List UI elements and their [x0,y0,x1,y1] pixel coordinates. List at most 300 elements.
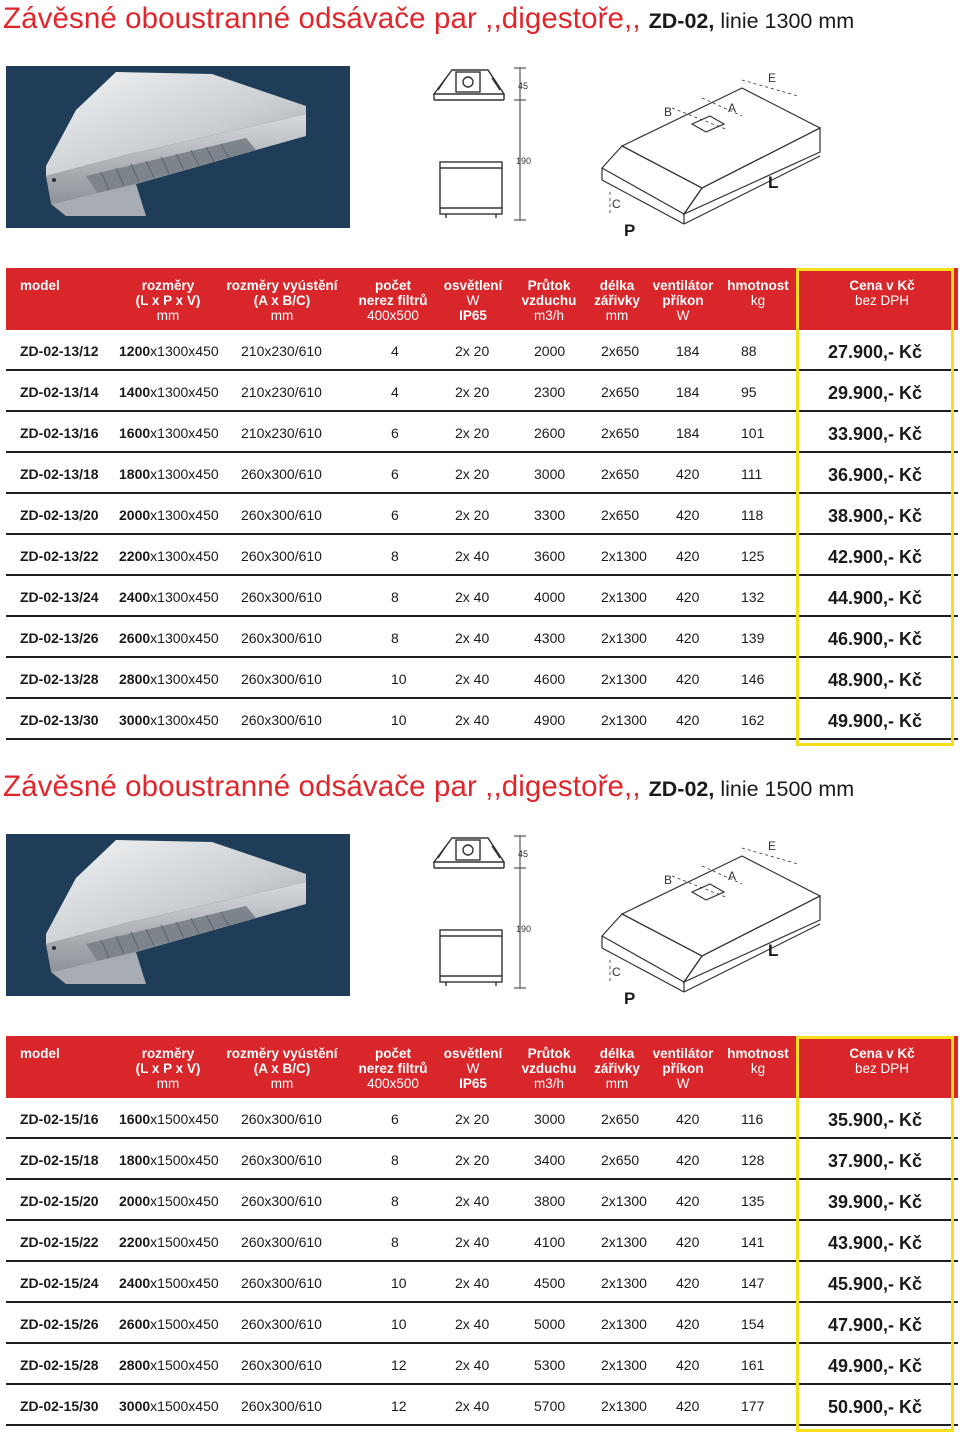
column-header-line: zářivky [594,1061,640,1076]
lighting-cell: 2x 20 [455,1152,490,1168]
weight-cell: 132 [741,589,765,605]
table-row [6,617,958,658]
dimensions-cell [119,1275,219,1291]
table-row [6,535,958,576]
lighting-cell: 2x 20 [455,507,490,523]
column-header-line: W [466,1061,480,1076]
dimension-rest: x1500x450 [150,1152,219,1168]
column-header-line: mm [156,1076,180,1091]
table-row [6,1098,958,1139]
weight-cell: 139 [741,630,765,646]
outlet-cell: 210x230/610 [241,343,322,359]
airflow-cell: 3000 [534,1111,566,1127]
table-row [6,576,958,617]
dimensions-cell [119,712,219,728]
dimensions-cell [119,589,219,605]
heading-title: Závěsné oboustranné odsávače par ,,digestoře,, [3,2,641,35]
outlet-cell: 260x300/610 [241,1357,322,1373]
iso-label-c: C [612,965,621,979]
model-cell: ZD-02-15/30 [20,1398,99,1414]
filters-cell: 8 [391,548,399,564]
column-header-line: m3/h [533,308,564,323]
column-header-line: bez DPH [854,1061,910,1076]
fan-power-cell: 420 [676,1152,700,1168]
tube-length-cell: 2x650 [601,425,640,441]
weight-cell: 111 [741,466,763,482]
outlet-cell: 260x300/610 [241,1152,322,1168]
column-header-line: m3/h [533,1076,564,1091]
lighting-cell: 2x 20 [455,1111,490,1127]
price-cell: 39.900,- Kč [828,1192,923,1212]
dimension-length: 2200 [119,548,151,564]
filters-cell: 12 [391,1398,407,1414]
dimension-rest: x1300x450 [150,343,219,359]
column-header-line: rozměry [141,1046,195,1061]
lighting-cell: 2x 20 [455,466,490,482]
weight-cell: 101 [741,425,765,441]
dimensions-cell [119,630,219,646]
column-header-line: mm [156,308,180,323]
iso-label-b: B [664,105,673,119]
dimension-label-45: 45 [518,81,529,91]
table-row [6,330,958,371]
price-cell: 45.900,- Kč [828,1274,923,1294]
side-dimension-drawing [426,64,532,226]
weight-cell: 118 [741,507,764,523]
filters-cell: 6 [391,425,399,441]
model-cell: ZD-02-15/20 [20,1193,99,1209]
dimension-length: 3000 [119,712,151,728]
heading-title: Závěsné oboustranné odsávače par ,,digestoře,, [3,770,641,803]
weight-cell: 177 [741,1398,765,1414]
price-cell: 27.900,- Kč [828,342,923,362]
dimensions-cell [119,384,219,400]
iso-label-e: E [768,839,777,853]
dimension-rest: x1500x450 [150,1111,219,1127]
airflow-cell: 5300 [534,1357,566,1373]
price-cell: 36.900,- Kč [828,465,923,485]
dimension-rest: x1300x450 [150,548,219,564]
outlet-cell: 260x300/610 [241,630,322,646]
table-row [6,1344,958,1385]
fan-power-cell: 420 [676,466,700,482]
fan-power-cell: 184 [676,384,700,400]
outlet-cell: 260x300/610 [241,548,322,564]
airflow-cell: 4900 [534,712,566,728]
weight-cell: 141 [741,1234,765,1250]
lighting-cell: 2x 40 [455,589,490,605]
column-header-line: (L x P x V) [135,1061,201,1076]
airflow-cell: 3600 [534,548,566,564]
price-cell: 47.900,- Kč [828,1315,923,1335]
weight-cell: 154 [741,1316,765,1332]
model-cell: ZD-02-15/16 [20,1111,99,1127]
dimensions-cell [119,1234,219,1250]
iso-label-l: L [768,941,779,960]
dimension-rest: x1500x450 [150,1398,219,1414]
dimension-length: 2000 [119,1193,151,1209]
iso-label-a: A [728,101,737,115]
fan-power-cell: 420 [676,671,700,687]
dimension-rest: x1500x450 [150,1316,219,1332]
lighting-cell: 2x 40 [455,1275,490,1291]
heading-subtitle [649,9,855,33]
weight-cell: 95 [741,384,757,400]
column-header-line: Průtok [527,278,571,293]
lighting-cell: 2x 40 [455,1234,490,1250]
outlet-cell: 260x300/610 [241,507,322,523]
model-cell: ZD-02-13/22 [20,548,99,564]
column-header-line: délka [599,1046,635,1061]
filters-cell: 8 [391,589,399,605]
lighting-cell: 2x 40 [455,1193,490,1209]
iso-label-p: P [624,989,636,1008]
dimension-length: 1600 [119,1111,151,1127]
weight-cell: 125 [741,548,765,564]
side-dimension-drawing [426,832,532,994]
tube-length-cell: 2x1300 [601,589,647,605]
hood-photo-image [6,66,350,228]
column-header-line: W [676,1076,690,1091]
lighting-cell: 2x 20 [455,384,490,400]
airflow-cell: 4300 [534,630,566,646]
column-header-line: 400x500 [367,1076,419,1091]
airflow-cell: 3400 [534,1152,566,1168]
column-header-line: nerez filtrů [358,1061,428,1076]
dimensions-cell [119,466,219,482]
filters-cell: 6 [391,466,399,482]
dimension-length: 1600 [119,425,151,441]
dimension-length: 3000 [119,1398,151,1414]
dimension-rest: x1300x450 [150,589,219,605]
dimension-length: 1800 [119,1152,151,1168]
tube-length-cell: 2x650 [601,343,640,359]
column-header-line: hmotnost [727,278,789,293]
fan-power-cell: 420 [676,1193,700,1209]
outlet-cell: 260x300/610 [241,1275,322,1291]
column-header-line: model [20,278,60,293]
iso-label-p: P [624,221,636,240]
column-header-line: ventilátor [652,1046,714,1061]
column-header-line: model [20,1046,60,1061]
isometric-diagram [592,68,828,240]
filters-cell: 6 [391,507,399,523]
iso-label-e: E [768,71,777,85]
column-header-line: osvětlení [443,278,503,293]
weight-cell: 88 [741,343,757,359]
dimensions-cell [119,1111,219,1127]
filters-cell: 8 [391,1152,399,1168]
airflow-cell: 3300 [534,507,566,523]
price-cell: 37.900,- Kč [828,1151,923,1171]
section-heading [3,2,854,40]
column-header-line: Průtok [527,1046,571,1061]
column-header-line: bez DPH [854,293,910,308]
filters-cell: 10 [391,671,407,687]
column-header-line: nerez filtrů [358,293,428,308]
column-header-line: osvětlení [443,1046,503,1061]
dimensions-cell [119,671,219,687]
outlet-cell: 260x300/610 [241,1316,322,1332]
filters-cell: 8 [391,1234,399,1250]
fan-power-cell: 420 [676,630,700,646]
price-cell: 49.900,- Kč [828,1356,923,1376]
fan-power-cell: 420 [676,507,700,523]
heading-code: ZD-02, [648,777,715,801]
tube-length-cell: 2x650 [601,507,640,523]
lighting-cell: 2x 40 [455,1357,490,1373]
airflow-cell: 4500 [534,1275,566,1291]
dimensions-cell [119,548,219,564]
lighting-cell: 2x 40 [455,548,490,564]
lighting-cell: 2x 40 [455,712,490,728]
lighting-cell: 2x 20 [455,343,490,359]
weight-cell: 135 [741,1193,765,1209]
tube-length-cell: 2x1300 [601,1275,647,1291]
column-header-line: Cena v Kč [849,278,915,293]
outlet-cell: 260x300/610 [241,1111,322,1127]
dimension-diagram [426,64,532,226]
outlet-cell: 260x300/610 [241,1234,322,1250]
price-cell: 46.900,- Kč [828,629,923,649]
tube-length-cell: 2x1300 [601,1357,647,1373]
dimension-rest: x1300x450 [150,466,219,482]
price-cell: 49.900,- Kč [828,711,923,731]
weight-cell: 116 [741,1111,764,1127]
price-cell: 50.900,- Kč [828,1397,923,1417]
model-cell: ZD-02-13/18 [20,466,99,482]
tube-length-cell: 2x1300 [601,671,647,687]
table-row [6,1221,958,1262]
dimension-length: 2800 [119,671,151,687]
filters-cell: 10 [391,1275,407,1291]
dimension-diagram [426,832,532,994]
filters-cell: 8 [391,630,399,646]
column-header-line: příkon [662,1061,704,1076]
dimension-length: 2400 [119,589,151,605]
dimension-rest: x1300x450 [150,671,219,687]
price-table-body [6,1098,958,1426]
fan-power-cell: 184 [676,343,700,359]
price-cell: 44.900,- Kč [828,588,923,608]
model-cell: ZD-02-15/22 [20,1234,99,1250]
dimension-rest: x1500x450 [150,1193,219,1209]
dimension-rest: x1500x450 [150,1275,219,1291]
price-cell: 35.900,- Kč [828,1110,923,1130]
filters-cell: 4 [391,384,399,400]
filters-cell: 10 [391,1316,407,1332]
tube-length-cell: 2x1300 [601,1398,647,1414]
table-row [6,1262,958,1303]
column-header [688,1046,828,1076]
tube-length-cell: 2x1300 [601,630,647,646]
table-row [6,658,958,699]
weight-cell: 128 [741,1152,765,1168]
column-header-line: délka [599,278,635,293]
heading-line: linie 1300 mm [720,9,855,33]
dimension-length: 1400 [119,384,151,400]
dimensions-cell [119,507,219,523]
tube-length-cell: 2x1300 [601,712,647,728]
column-header [20,278,60,293]
iso-label-b: B [664,873,673,887]
dimension-rest: x1500x450 [150,1357,219,1373]
airflow-cell: 2300 [534,384,566,400]
dimension-rest: x1300x450 [150,384,219,400]
filters-cell: 8 [391,1193,399,1209]
airflow-cell: 4000 [534,589,566,605]
weight-cell: 147 [741,1275,765,1291]
column-header-line: rozměry vyústění [226,278,338,293]
lighting-cell: 2x 40 [455,630,490,646]
column-header-line: (A x B/C) [253,1061,311,1076]
dimension-label-190: 190 [516,156,532,166]
column-header-line: W [676,308,690,323]
model-cell: ZD-02-13/12 [20,343,99,359]
table-row [6,453,958,494]
dimension-length: 2200 [119,1234,151,1250]
column-header-line: rozměry vyústění [226,1046,338,1061]
outlet-cell: 210x230/610 [241,425,322,441]
fan-power-cell: 420 [676,712,700,728]
dimension-rest: x1300x450 [150,712,219,728]
filters-cell: 6 [391,1111,399,1127]
hood-photo [6,66,350,228]
tube-length-cell: 2x650 [601,1152,640,1168]
dimensions-cell [119,343,219,359]
airflow-cell: 4600 [534,671,566,687]
column-header [812,278,952,308]
airflow-cell: 5000 [534,1316,566,1332]
table-row [6,1139,958,1180]
dimension-rest: x1300x450 [150,630,219,646]
filters-cell: 4 [391,343,399,359]
outlet-cell: 210x230/610 [241,384,322,400]
airflow-cell: 3000 [534,466,566,482]
weight-cell: 146 [741,671,765,687]
table-row [6,1180,958,1221]
table-row [6,494,958,535]
dimensions-cell [119,1193,219,1209]
column-header-line: vzduchu [521,1061,577,1076]
table-header [6,1036,958,1098]
model-cell: ZD-02-13/16 [20,425,99,441]
fan-power-cell: 420 [676,589,700,605]
dimensions-cell [119,1316,219,1332]
tube-length-cell: 2x1300 [601,1316,647,1332]
hood-photo-image [6,834,350,996]
model-cell: ZD-02-15/26 [20,1316,99,1332]
column-header-line: ventilátor [652,278,714,293]
table-header [6,268,958,330]
airflow-cell: 3800 [534,1193,566,1209]
dimension-label-45: 45 [518,849,529,859]
column-header-line: IP65 [459,1076,487,1091]
model-cell: ZD-02-13/14 [20,384,99,400]
filters-cell: 12 [391,1357,407,1373]
price-cell: 38.900,- Kč [828,506,923,526]
outlet-cell: 260x300/610 [241,589,322,605]
model-cell: ZD-02-13/30 [20,712,99,728]
lighting-cell: 2x 40 [455,671,490,687]
price-cell: 48.900,- Kč [828,670,923,690]
column-header [812,1046,952,1076]
airflow-cell: 2000 [534,343,566,359]
dimension-rest: x1500x450 [150,1234,219,1250]
dimension-length: 1800 [119,466,151,482]
dimensions-cell [119,1152,219,1168]
column-header-line: příkon [662,293,704,308]
outlet-cell: 260x300/610 [241,712,322,728]
table-row [6,412,958,453]
tube-length-cell: 2x1300 [601,1193,647,1209]
weight-cell: 162 [741,712,765,728]
model-cell: ZD-02-15/28 [20,1357,99,1373]
column-header-line: W [466,293,480,308]
outlet-cell: 260x300/610 [241,1398,322,1414]
tube-length-cell: 2x650 [601,384,640,400]
column-header-line: Cena v Kč [849,1046,915,1061]
fan-power-cell: 420 [676,1234,700,1250]
price-cell: 42.900,- Kč [828,547,923,567]
dimensions-cell [119,1357,219,1373]
iso-label-a: A [728,869,737,883]
dimension-label-190: 190 [516,924,532,934]
column-header-line: (L x P x V) [135,293,201,308]
column-header-line: IP65 [459,308,487,323]
tube-length-cell: 2x1300 [601,1234,647,1250]
tube-length-cell: 2x650 [601,466,640,482]
section-heading [3,770,854,808]
dimension-length: 2600 [119,630,151,646]
fan-power-cell: 420 [676,1357,700,1373]
airflow-cell: 4100 [534,1234,566,1250]
column-header-line: kg [750,1061,766,1076]
column-header-line: vzduchu [521,293,577,308]
weight-cell: 161 [741,1357,765,1373]
column-header-line: mm [270,1076,294,1091]
heading-subtitle [649,777,855,801]
table-row [6,699,958,740]
fan-power-cell: 184 [676,425,700,441]
column-header [20,1046,60,1061]
column-header-line: (A x B/C) [253,293,311,308]
airflow-cell: 2600 [534,425,566,441]
column-header-line: mm [605,1076,629,1091]
price-cell: 43.900,- Kč [828,1233,923,1253]
lighting-cell: 2x 20 [455,425,490,441]
dimension-rest: x1300x450 [150,507,219,523]
isometric-drawing [592,836,828,1008]
price-table-body [6,330,958,740]
price-cell: 29.900,- Kč [828,383,923,403]
dimension-length: 2600 [119,1316,151,1332]
column-header-line: zářivky [594,293,640,308]
table-row [6,1303,958,1344]
fan-power-cell: 420 [676,1316,700,1332]
model-cell: ZD-02-13/28 [20,671,99,687]
tube-length-cell: 2x1300 [601,548,647,564]
fan-power-cell: 420 [676,548,700,564]
dimension-length: 2800 [119,1357,151,1373]
model-cell: ZD-02-15/24 [20,1275,99,1291]
model-cell: ZD-02-13/26 [20,630,99,646]
heading-code: ZD-02, [648,9,715,33]
column-header-line: rozměry [141,278,195,293]
filters-cell: 10 [391,712,407,728]
isometric-drawing [592,68,828,240]
price-cell: 33.900,- Kč [828,424,923,444]
